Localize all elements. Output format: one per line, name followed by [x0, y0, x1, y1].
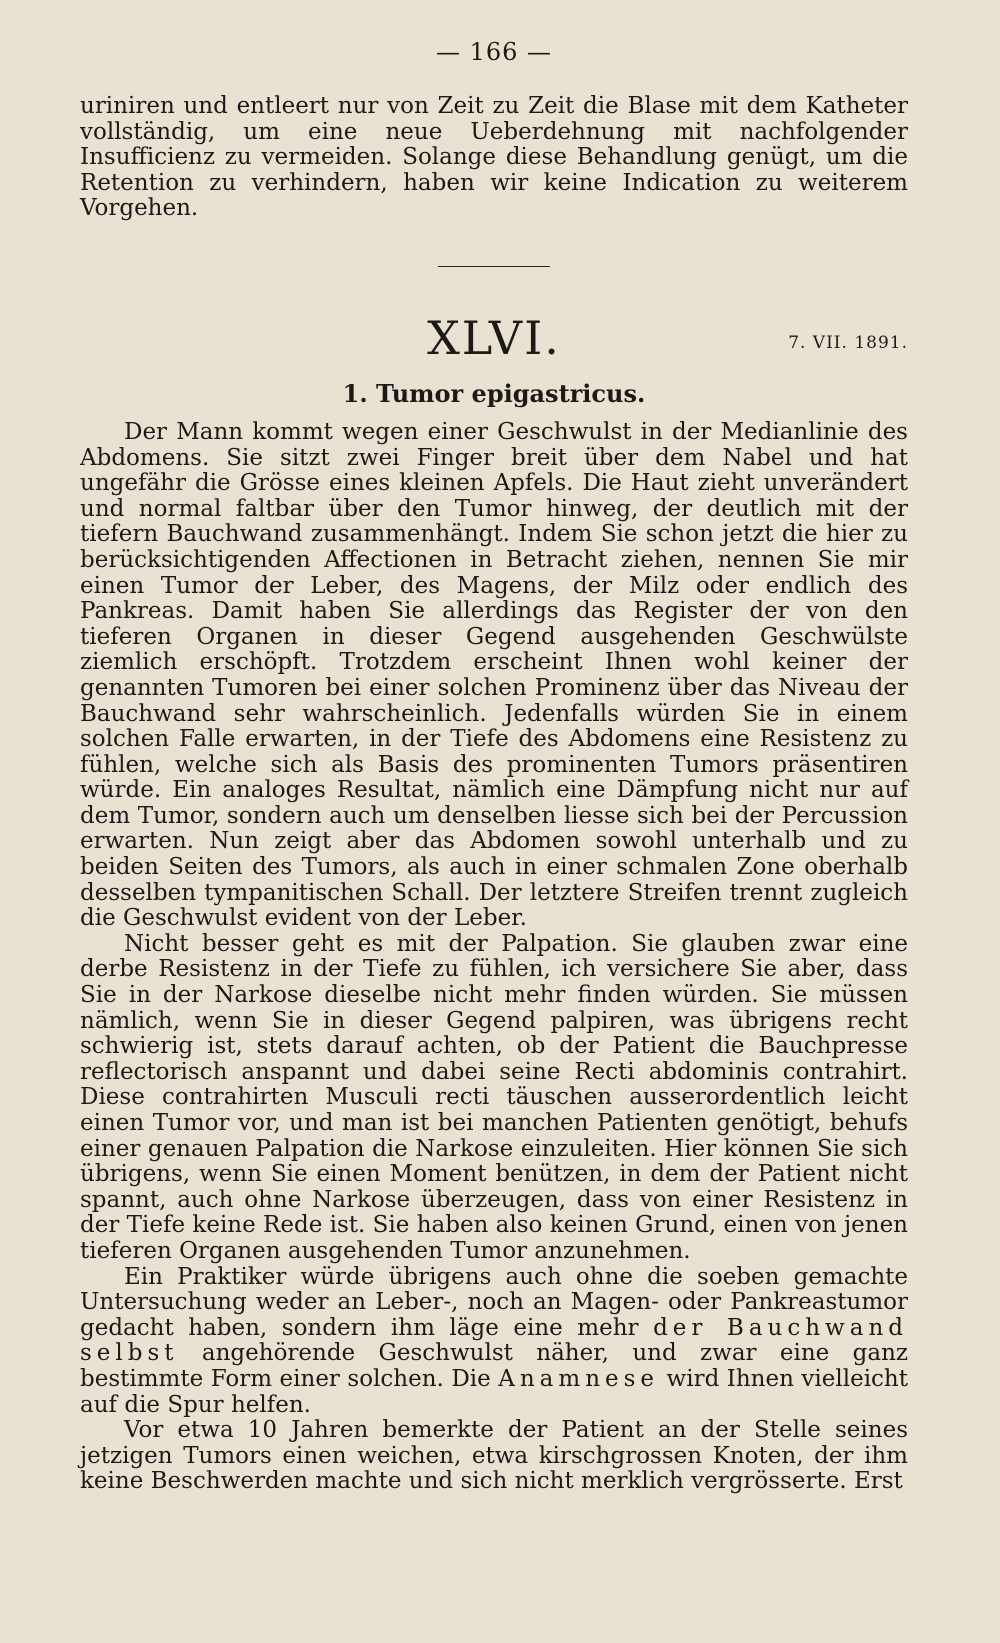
paragraph-3-text-a: Ein Praktiker würde übrigens auch ohne die soeben gemachte Untersuchung weder an Leber-, noch an Magen- oder Pankreastumor gedacht haben, sondern ihm läge eine mehr — [80, 1263, 908, 1341]
paragraph-2: Nicht besser geht es mit der Palpation. Sie glauben zwar eine derbe Resistenz in der Tiefe zu fühlen, ich versichere Sie aber, dass Sie in der Narkose dieselbe nicht mehr finden würden. Sie müssen nämlich, wenn Sie in dieser Gegend palpiren, was übrigens recht schwierig ist, stets darauf achten, ob der Patient die Bauchpresse reflectorisch anspannt und dabei seine Recti abdominis contrahirt. Diese contrahirten Musculi recti täuschen ausserordentlich leicht einen Tumor vor, und man ist bei manchen Patienten genötigt, behufs einer genauen Palpation die Narkose einzuleiten. Hier können Sie sich übrigens, wenn Sie einen Moment benützen, in dem der Patient nicht spannt, auch ohne Narkose überzeugen, dass von einer Resistenz in der Tiefe keine Rede ist. Sie haben also keinen Grund, einen von jenen tieferen Organen ausgehenden Tumor anzunehmen. — [80, 930, 908, 1264]
paragraph-3-text-b: angehörende Geschwulst näher, und zwar eine ganz bestimmte Form einer solchen. Die — [80, 1340, 908, 1392]
intro-paragraph: uriniren und entleert nur von Zeit zu Zeit die Blase mit dem Katheter vollständig, um eine neue Ueberdehnung mit nachfolgender Insufficienz zu vermeiden. Solange diese Behandlung genügt, um die Retention zu verhindern, haben wir keine Indication zu weiterem Vorgehen. — [80, 93, 908, 222]
section-title: 1. Tumor epigastricus. — [342, 378, 646, 408]
paragraph-4: Vor etwa 10 Jahren bemerkte der Patient an der Stelle seines jetzigen Tumors einen weichen, etwa kirschgrossen Knoten, der ihm keine Beschwerden machte und sich nicht merklich vergrösserte. Erst — [80, 1417, 908, 1495]
lecture-number: XLVI. — [427, 310, 561, 365]
emphasis-bauchwand: der Bauchwand selbst — [80, 1314, 908, 1367]
lecture-header — [80, 311, 908, 371]
paragraph-3 — [80, 1265, 908, 1419]
lecture-date: 7. VII. 1891. — [788, 332, 908, 353]
paragraph-1: Der Mann kommt wegen einer Geschwulst in der Medianlinie des Abdomens. Sie sitzt zwei Finger breit über dem Nabel und hat ungefähr die Grösse eines kleinen Apfels. Die Haut zieht unverändert und normal faltbar über den Tumor hinweg, der deutlich mit der tiefern Bauchwand zusammenhängt. Indem Sie schon jetzt die hier zu berücksichtigenden Affectionen in Betracht ziehen, nennen Sie mir einen Tumor der Leber, des Magens, der Milz oder endlich des Pankreas. Damit haben Sie allerdings das Register der von den tieferen Organen in dieser Gegend ausgehenden Geschwülste ziemlich erschöpft. Trotzdem erscheint Ihnen wohl keiner der genannten Tumoren bei einer solchen Prominenz über das Niveau der Bauchwand sehr wahrscheinlich. Jedenfalls würden Sie in einem solchen Falle erwarten, in der Tiefe des Abdomens eine Resistenz zu fühlen, welche sich als Basis des prominenten Tumors präsentiren würde. Ein analoges Resultat, nämlich eine Dämpfung nicht nur auf dem Tumor, sondern auch um denselben liesse sich bei der Percussion erwarten. Nun zeigt aber das Abdomen sowohl unterhalb und zu beiden Seiten des Tumors, als auch in einer schmalen Zone oberhalb desselben tympanitischen Schall. Der letztere Streifen trennt zugleich die Geschwulst evident von der Leber. — [80, 418, 908, 932]
section-divider — [438, 266, 550, 267]
emphasis-anamnese: Anamnese — [498, 1365, 660, 1392]
paragraph-3-text-c: wird Ihnen vielleicht auf die Spur helfen. — [80, 1365, 908, 1418]
page-number: — 166 — — [435, 38, 553, 66]
